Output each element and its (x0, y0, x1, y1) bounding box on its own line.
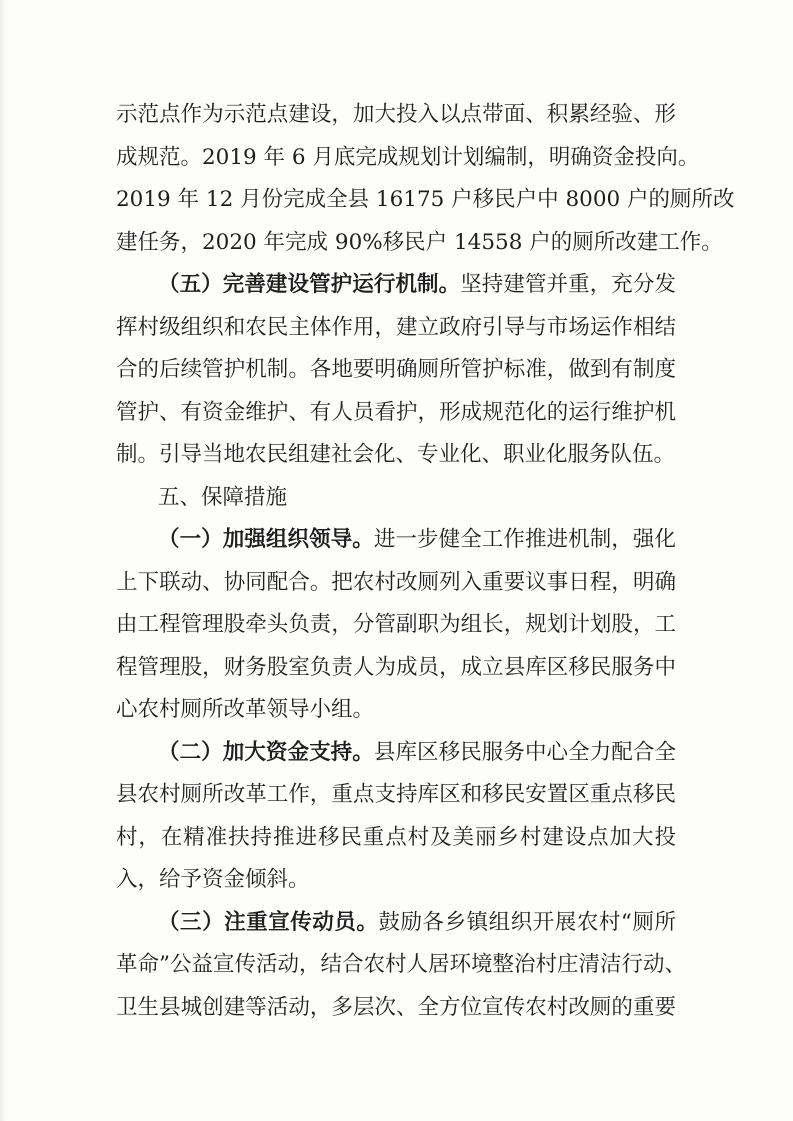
paragraph-heading: （一）加强组织领导。 (158, 527, 374, 552)
text-run: 县库区移民服务中心全力配合全 (373, 739, 676, 765)
text-line (116, 732, 676, 775)
section-title: 五、保障措施 (158, 484, 288, 510)
text-line: 2019 年 12 月份完成全县 16175 户移民户中 8000 户的厕所改 (116, 187, 735, 212)
text-line: 示范点作为示范点建设，加大投入以点带面、积累经验、形 (116, 102, 676, 127)
paragraph-publicity (116, 902, 686, 1030)
text-line: 革命”公益宣传活动，结合农村人居环境整治村庄清洁行动、 (116, 952, 686, 977)
text-run: 鼓励各乡镇组织开展农村“厕所 (378, 909, 676, 935)
text-line: 县农村厕所改革工作，重点支持库区和移民安置区重点移民 (116, 782, 676, 807)
text-line: 挥村级组织和农民主体作用，建立政府引导与市场运作相结 (116, 314, 676, 340)
text-line: 程管理股，财务股室负责人为成员，成立县库区移民服务中 (116, 654, 676, 680)
text-line: 村，在精准扶持推进移民重点村及美丽乡村建设点加大投 (116, 824, 676, 850)
text-line: 入，给予资金倾斜。 (116, 867, 310, 892)
paragraph-heading: （三）注重宣传动员。 (158, 909, 379, 935)
text-run: 进一步健全工作推进机制，强化 (373, 527, 676, 552)
paragraph-continuation (116, 94, 735, 264)
text-line (116, 902, 676, 945)
paragraph-maintenance-mechanism (116, 264, 676, 477)
paragraph-organization (116, 519, 676, 732)
text-line: 建任务，2020 年完成 90%移民户 14558 户的厕所改建工作。 (116, 229, 723, 255)
text-line (116, 519, 676, 562)
text-line: 由工程管理股牵头负责，分管副职为组长，规划计划股，工 (116, 612, 676, 637)
text-line: 上下联动、协同配合。把农村改厕列入重要议事日程，明确 (116, 569, 676, 595)
text-line: 制。引导当地农民组建社会化、专业化、职业化服务队伍。 (116, 442, 676, 467)
document-body (116, 94, 735, 1029)
paragraph-funding (116, 732, 676, 902)
paragraph-heading: （二）加大资金支持。 (158, 739, 374, 765)
text-line: 合的后续管护机制。各地要明确厕所管护标准，做到有制度 (116, 357, 676, 382)
scan-edge-shadow (0, 0, 6, 1121)
paragraph-heading: （五）完善建设管护运行机制。 (158, 272, 461, 297)
text-line: 心农村厕所改革领导小组。 (116, 697, 375, 722)
text-line (116, 264, 676, 307)
text-line: 成规范。2019 年 6 月底完成规划计划编制，明确资金投向。 (116, 144, 700, 170)
text-run: 坚持建管并重，充分发 (460, 272, 676, 297)
section-heading (116, 477, 676, 520)
text-line: 卫生县城创建等活动，多层次、全方位宣传农村改厕的重要 (116, 994, 676, 1020)
text-line: 管护、有资金维护、有人员看护，形成规范化的运行维护机 (116, 399, 676, 425)
